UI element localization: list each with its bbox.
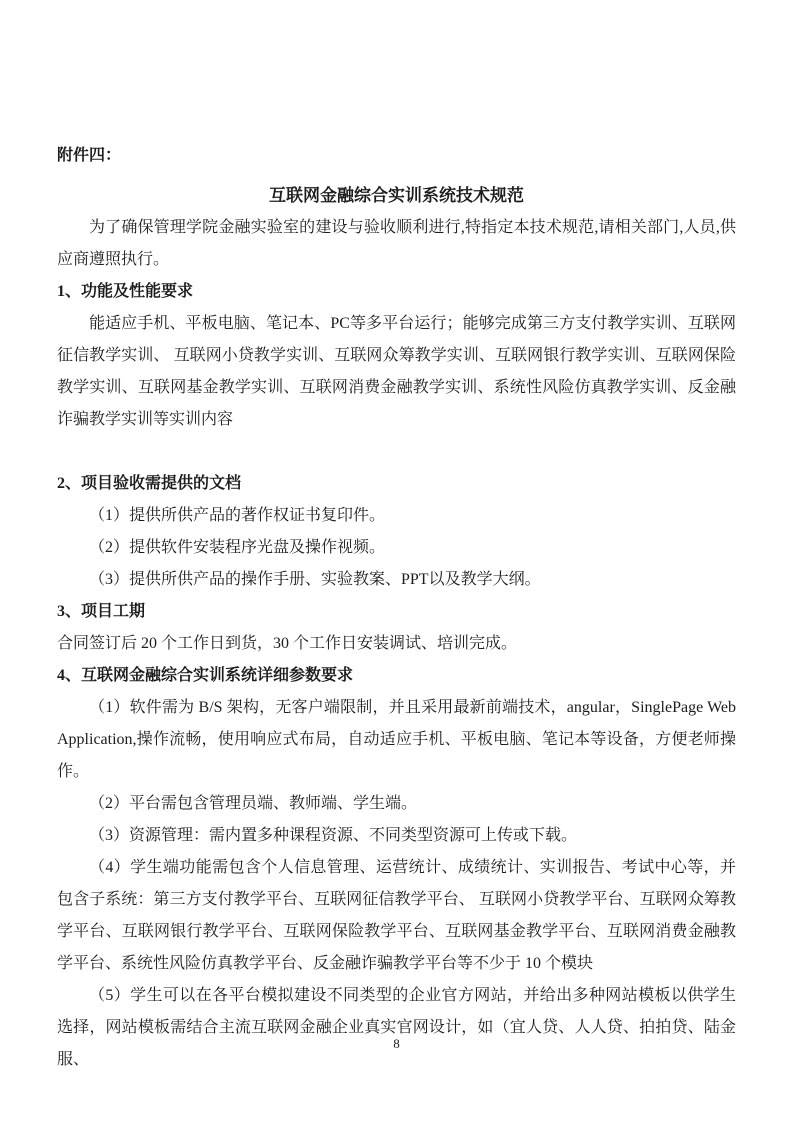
blank-line	[57, 436, 736, 468]
section-4-item-1: （1）软件需为 B/S 架构，无客户端限制，并且采用最新前端技术，angular，SinglePage Web Application,操作流畅，使用响应式布局，自动适应手机、平板电脑、笔记本等设备，方便老师操作。	[57, 699, 736, 780]
section-4-item-2: （2）平台需包含管理员端、教师端、学生端。	[89, 795, 418, 812]
section-4-item-5: （5）学生可以在各平台模拟建设不同类型的企业官方网站，并给出多种网站模板以供学生选择，网站模板需结合主流互联网金融企业真实官网设计，如（宜人贷、人人贷、拍拍贷、陆金服、	[57, 987, 736, 1068]
document-title: 互联网金融综合实训系统技术规范	[269, 186, 524, 205]
attachment-label: 附件四：	[57, 147, 122, 164]
section-2-item-1: （1）提供所供产品的著作权证书复印件。	[89, 507, 386, 524]
section-heading-2: 2、项目验收需提供的文档	[57, 475, 242, 492]
section-1-paragraph: 能适应手机、平板电脑、笔记本、PC等多平台运行；能够完成第三方支付教学实训、互联网征信教学实训、 互联网小贷教学实训、互联网众筹教学实训、互联网银行教学实训、互联网保险教学实训、互联网基金教学实训、互联网消费金融教学实训、系统性风险仿真教学实训、反金融诈骗教学实训等实训内容	[57, 315, 736, 428]
section-3-paragraph: 合同签订后 20 个工作日到货，30 个工作日安装调试、培训完成。	[57, 635, 518, 652]
section-heading-3: 3、项目工期	[57, 603, 146, 620]
section-4-item-4: （4）学生端功能需包含个人信息管理、运营统计、成绩统计、实训报告、考试中心等，并包含子系统：第三方支付教学平台、互联网征信教学平台、 互联网小贷教学平台、互联网众筹教学平台、互联网银行教学平台、互联网保险教学平台、互联网基金教学平台、互联网消费金融教学平台、系统性风险仿真教学平台、反金融诈骗教学平台等不少于 10 个模块	[57, 859, 736, 972]
intro-paragraph: 为了确保管理学院金融实验室的建设与验收顺利进行,特指定本技术规范,请相关部门,人员,供应商遵照执行。	[57, 219, 736, 268]
section-heading-1: 1、功能及性能要求	[57, 283, 194, 300]
section-4-item-3: （3）资源管理：需内置多种课程资源、不同类型资源可上传或下载。	[89, 827, 578, 844]
section-heading-4: 4、互联网金融综合实训系统详细参数要求	[57, 667, 354, 684]
section-2-item-3: （3）提供所供产品的操作手册、实验教案、PPT以及教学大纲。	[89, 571, 541, 588]
section-2-item-2: （2）提供软件安装程序光盘及操作视频。	[89, 539, 386, 556]
page-number: 8	[393, 1036, 400, 1051]
